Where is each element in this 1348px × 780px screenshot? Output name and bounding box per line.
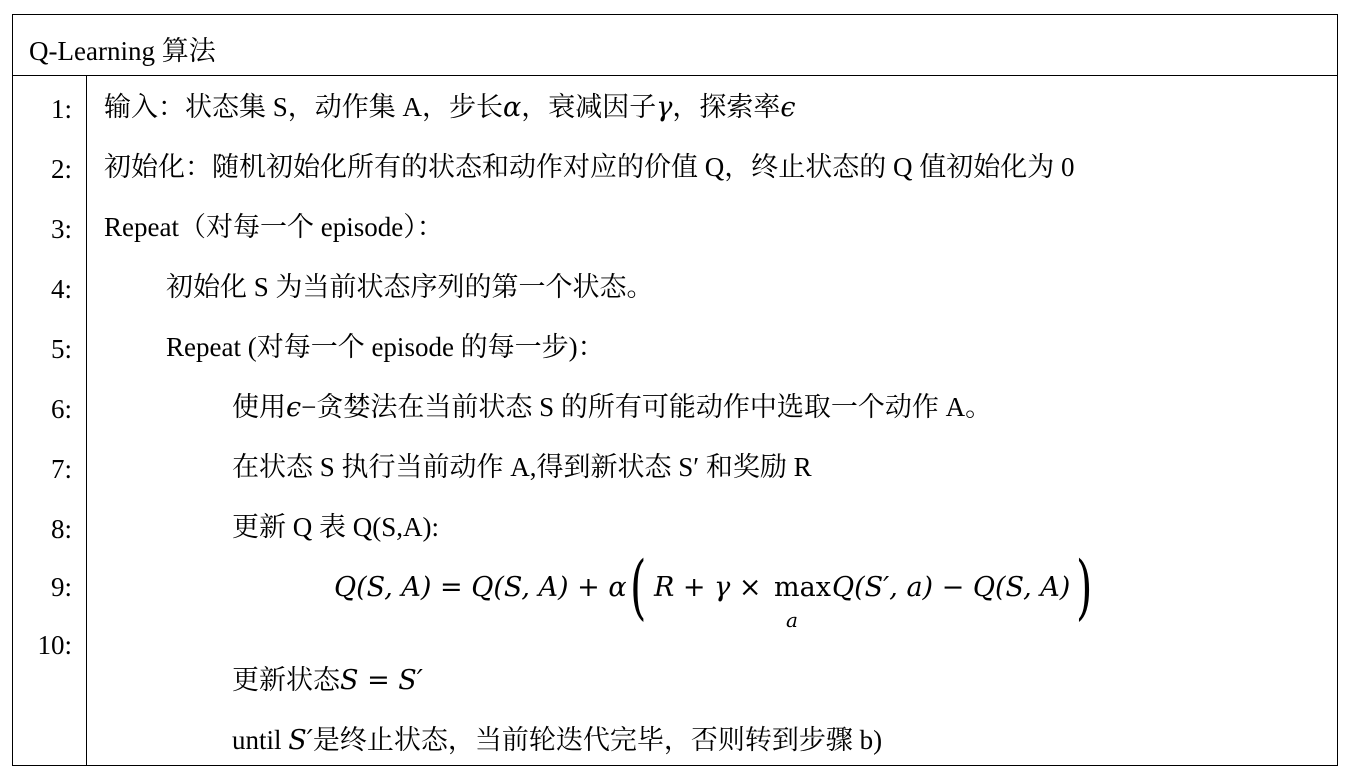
algorithm-line-5: Repeat (对每一个 episode 的每一步)： <box>166 332 605 362</box>
line-text: ，衰减因子 <box>521 92 657 122</box>
formula-lhs: Q(S, A) = Q(S, A) + α <box>334 572 627 603</box>
epsilon-symbol: ϵ <box>780 92 796 123</box>
line-text: until <box>232 725 289 755</box>
algorithm-line-2: 初始化：随机初始化所有的状态和动作对应的价值 Q，终止状态的 Q 值初始化为 0 <box>104 152 1075 182</box>
formula-open-paren: ( <box>630 546 647 628</box>
algorithm-line-10 <box>232 664 423 697</box>
math-expression: S′ <box>288 725 313 756</box>
line-text: −贪婪法在当前状态 S 的所有可能动作中选取一个动作 A。 <box>301 392 993 422</box>
gamma-symbol: γ <box>656 92 673 123</box>
alpha-symbol: α <box>503 92 522 123</box>
line-number-column <box>13 76 87 765</box>
formula-max <box>774 572 831 632</box>
line-number: 4: <box>50 274 72 304</box>
line-number: 5: <box>50 334 72 364</box>
line-number: 8: <box>50 514 72 544</box>
line-number: 1: <box>50 94 72 124</box>
line-number: 3: <box>50 214 72 244</box>
algorithm-line-7: 在状态 S 执行当前动作 A,得到新状态 S′ 和奖励 R <box>232 452 812 482</box>
algorithm-line-11 <box>232 724 882 757</box>
math-expression: S = S′ <box>340 665 423 696</box>
line-number: 2: <box>50 154 72 184</box>
line-text: 更新状态 <box>232 665 340 695</box>
formula-inner-a: R + γ × <box>654 572 762 603</box>
algorithm-line-3: Repeat（对每一个 episode）： <box>104 212 444 242</box>
formula-close-paren: ) <box>1076 546 1093 628</box>
formula-inner-b: Q(S′, a) − Q(S, A) <box>832 572 1071 603</box>
line-number: 7: <box>50 454 72 484</box>
algorithm-line-6 <box>232 391 992 424</box>
line-number: 10: <box>37 630 72 660</box>
line-text: ，探索率 <box>672 92 781 122</box>
algorithm-title: Q-Learning 算法 <box>29 36 216 66</box>
line-text: 使用 <box>232 392 286 422</box>
algorithm-line-1 <box>104 91 796 124</box>
algorithm-line-4: 初始化 S 为当前状态序列的第一个状态。 <box>166 272 654 302</box>
algorithm-title-row <box>13 15 1337 76</box>
max-operator: max <box>774 572 831 603</box>
line-number: 6: <box>50 394 72 424</box>
algorithm-line-8: 更新 Q 表 Q(S,A): <box>232 512 439 542</box>
line-number: 9: <box>50 572 72 602</box>
algorithm-box <box>12 14 1338 766</box>
epsilon-symbol: ϵ <box>286 392 302 423</box>
line-text: 是终止状态，当前轮迭代完毕，否则转到步骤 b) <box>312 725 883 755</box>
line-text: 输入：状态集 S，动作集 A，步长 <box>104 92 504 122</box>
max-subscript: a <box>786 608 798 632</box>
